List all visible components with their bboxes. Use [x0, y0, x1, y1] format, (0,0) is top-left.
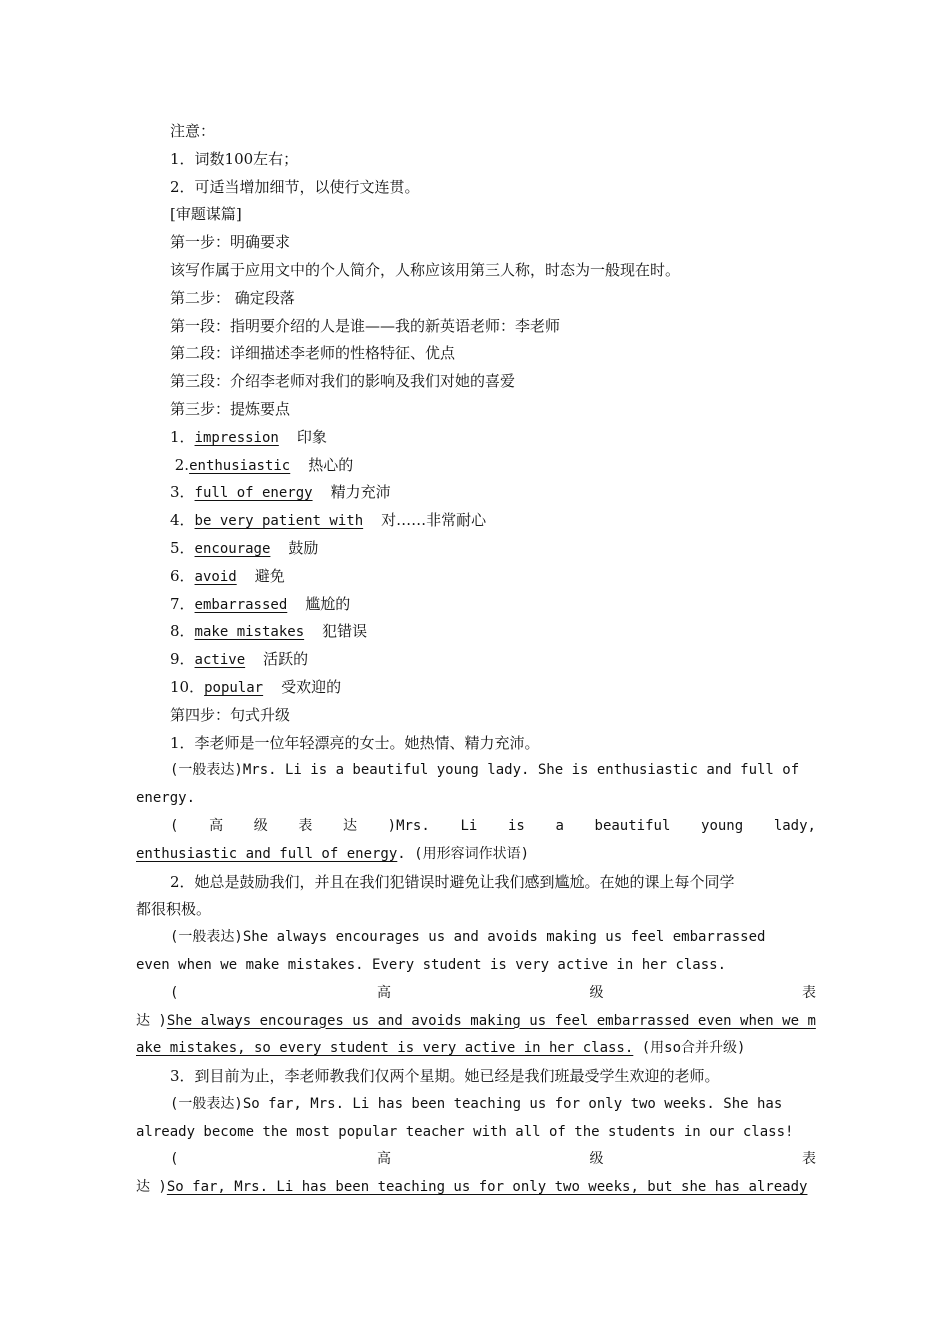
sentence2-advanced-line3 — [136, 1035, 816, 1063]
key-point-number: 1． — [170, 427, 195, 446]
sentence2-chinese-line2: 都很积极。 — [136, 900, 212, 919]
sentence1-general-line1: (一般表达)Mrs. Li is a beautiful young lady. She is enthusiastic and full of — [170, 762, 800, 779]
key-point-item — [136, 424, 816, 452]
sentence1-advanced-word: 表 — [298, 817, 313, 834]
sentence1-advanced-word: 高 — [209, 817, 224, 834]
sentence3-advanced-word: 高 — [376, 1151, 391, 1168]
key-point-item — [136, 646, 816, 674]
key-point-english: make mistakes — [194, 624, 305, 641]
sentence3-general-line1: (一般表达)So far, Mrs. Li has been teaching us for only two weeks. She has — [170, 1095, 783, 1112]
key-point-chinese: 精力充沛 — [330, 483, 391, 502]
key-point-item — [136, 563, 816, 591]
key-point-english: embarrassed — [194, 596, 288, 613]
sentence1-advanced-word: )Mrs. — [387, 817, 430, 834]
key-point-english: impression — [194, 429, 279, 446]
sentence1-advanced-answer: enthusiastic and full of energy — [136, 845, 398, 862]
notes-heading: 注意： — [170, 122, 216, 140]
sentence3-advanced-prefix: 达 ) — [136, 1179, 167, 1196]
sentence3-advanced-word: 级 — [589, 1151, 604, 1168]
sentence1-advanced-word: Li — [460, 817, 478, 834]
key-points-list — [136, 424, 816, 702]
sentence2-advanced-word: ( — [170, 984, 179, 1001]
sentence1-advanced-note: . (用形容词作状语) — [397, 845, 530, 862]
sentence1-advanced-line2 — [136, 841, 816, 869]
key-point-english: popular — [204, 679, 264, 696]
sentence1-advanced-word: ( — [170, 817, 179, 834]
paragraph-plan-1: 第一段：指明要介绍的人是谁——我的新英语老师：李老师 — [170, 316, 561, 335]
key-point-number: 3． — [170, 483, 195, 502]
paragraph-plan-3: 第三段：介绍李老师对我们的影响及我们对她的喜爱 — [170, 372, 516, 391]
sentence1-advanced-word: is — [507, 817, 525, 834]
key-point-number: 8． — [170, 622, 195, 641]
key-point-english: encourage — [194, 540, 271, 557]
key-point-item — [136, 479, 816, 507]
key-point-item — [136, 535, 816, 563]
document-page — [136, 118, 816, 1202]
sentence2-general-line1: (一般表达)She always encourages us and avoids making us feel embarrassed — [170, 929, 766, 946]
key-point-chinese: 对……非常耐心 — [381, 511, 487, 530]
step2-title: 第二步： 确定段落 — [170, 288, 295, 307]
key-point-english: active — [194, 652, 246, 669]
plan-title: [审题谋篇] — [170, 205, 242, 224]
sentence3-chinese: 3．到目前为止，李老师教我们仅两个星期。她已经是我们班最受学生欢迎的老师。 — [170, 1067, 720, 1086]
sentence2-general-line2: even when we make mistakes. Every student is very active in her class. — [136, 956, 727, 973]
key-point-chinese: 犯错误 — [322, 622, 368, 641]
step1-text: 该写作属于应用文中的个人简介，人称应该用第三人称，时态为一般现在时。 — [170, 260, 681, 279]
step3-title: 第三步：提炼要点 — [170, 399, 291, 418]
sentence3-advanced-word: 表 — [801, 1151, 816, 1168]
key-point-english: be very patient with — [194, 513, 364, 530]
key-point-number: 4． — [170, 511, 195, 530]
key-point-number: 2. — [170, 455, 190, 474]
sentence2-chinese-line1: 2．她总是鼓励我们，并且在我们犯错误时避免让我们感到尴尬。在她的课上每个同学 — [170, 872, 735, 891]
sentence3-advanced-word: ( — [170, 1151, 179, 1168]
key-point-english: full of energy — [194, 485, 313, 502]
key-point-chinese: 鼓励 — [288, 538, 319, 557]
sentence2-advanced-word: 高 — [376, 984, 391, 1001]
sentence1-advanced-line1 — [136, 813, 816, 841]
key-point-english: enthusiastic — [189, 457, 291, 474]
sentence1-advanced-word: a — [555, 817, 564, 834]
sentence2-advanced-word: 表 — [801, 984, 816, 1001]
key-point-chinese: 热心的 — [308, 455, 354, 474]
sentence2-advanced-prefix: 达 ) — [136, 1012, 167, 1029]
sentence2-advanced-answer-cont: ake mistakes, so every student is very active in her class. — [136, 1040, 634, 1057]
key-point-chinese: 受欢迎的 — [281, 677, 342, 696]
sentence3-advanced-answer: So far, Mrs. Li has been teaching us for only two weeks, but she has already — [166, 1179, 808, 1196]
sentence1-advanced-word: beautiful — [594, 817, 671, 834]
key-point-chinese: 尴尬的 — [305, 594, 351, 613]
key-point-number: 9． — [170, 650, 195, 669]
sentence1-advanced-word: young — [701, 817, 744, 834]
sentence1-advanced-word: 级 — [253, 817, 268, 834]
key-point-item — [136, 618, 816, 646]
note-item-1: 1．词数100左右； — [170, 149, 299, 168]
key-point-item — [136, 674, 816, 702]
sentence2-advanced-answer: She always encourages us and avoids making us feel embarrassed even when we m — [166, 1012, 816, 1029]
sentence2-advanced-word: 级 — [589, 984, 604, 1001]
sentence1-general-line2: energy. — [136, 790, 196, 807]
step1-title: 第一步：明确要求 — [170, 233, 291, 252]
key-point-item — [136, 591, 816, 619]
sentence3-general-line2: already become the most popular teacher with all of the students in our class! — [136, 1123, 794, 1140]
key-point-number: 6． — [170, 566, 195, 585]
sentence1-advanced-word: lady, — [773, 817, 816, 834]
paragraph-plan-2: 第二段：详细描述李老师的性格特征、优点 — [170, 344, 456, 363]
key-point-number: 7． — [170, 594, 195, 613]
key-point-chinese: 活跃的 — [263, 650, 309, 669]
sentence1-advanced-word: 达 — [343, 817, 357, 834]
sentence3-advanced-line1 — [136, 1146, 816, 1174]
key-point-number: 5． — [170, 538, 195, 557]
key-point-item — [136, 507, 816, 535]
key-point-english: avoid — [194, 568, 237, 585]
sentence2-advanced-line2 — [136, 1008, 816, 1036]
note-item-2: 2．可适当增加细节，以使行文连贯。 — [170, 177, 420, 196]
sentence2-advanced-note: (用so合并升级) — [633, 1040, 746, 1057]
key-point-number: 10． — [170, 677, 205, 696]
sentence3-advanced-line2 — [136, 1174, 816, 1202]
sentence2-advanced-line1 — [136, 980, 816, 1008]
key-point-chinese: 避免 — [254, 566, 285, 585]
key-point-item — [136, 452, 816, 480]
step4-title: 第四步：句式升级 — [170, 705, 291, 724]
sentence1-chinese: 1．李老师是一位年轻漂亮的女士。她热情、精力充沛。 — [170, 733, 540, 752]
key-point-chinese: 印象 — [296, 427, 327, 446]
